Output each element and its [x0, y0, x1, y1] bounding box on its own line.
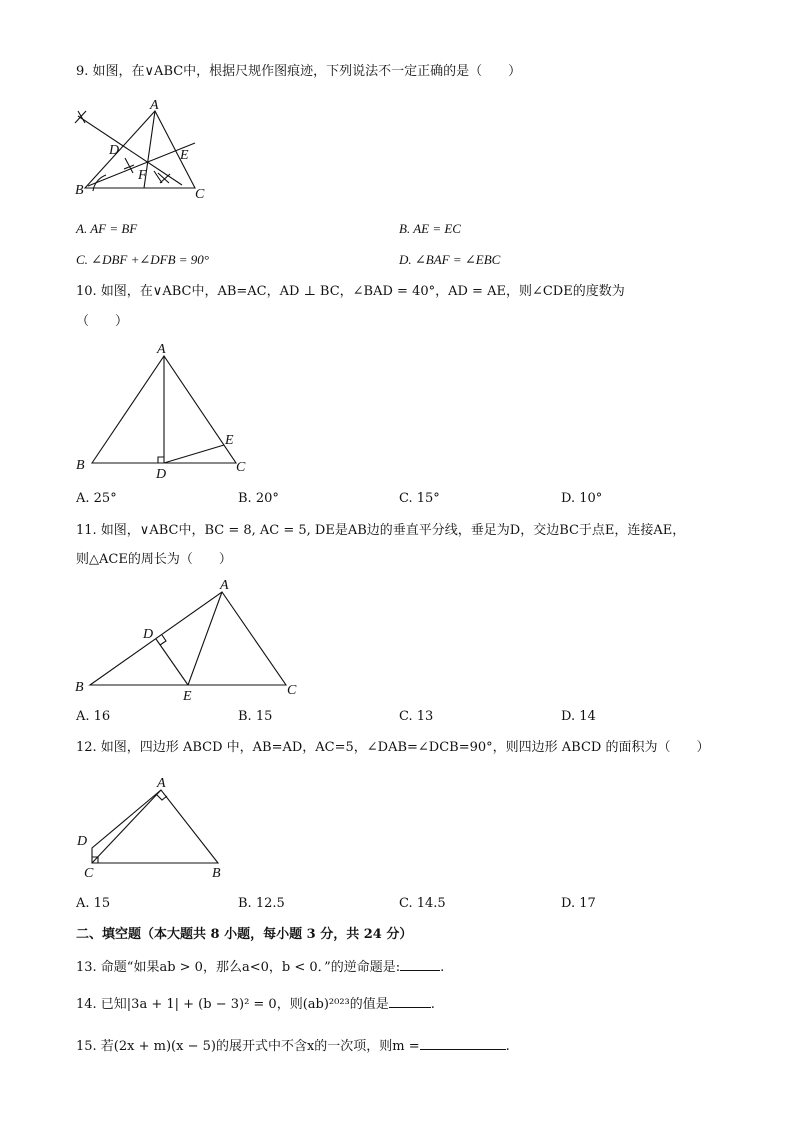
- q12-option-b: B. 12.5: [238, 896, 285, 911]
- q9-perpendicular-bisector: [78, 116, 182, 185]
- q15-answer-blank[interactable]: [420, 1037, 506, 1050]
- q13-end: .: [440, 960, 445, 975]
- q10-label-d: D: [156, 467, 167, 482]
- q10-option-c: C. 15°: [399, 491, 440, 506]
- q12-label-d: D: [77, 834, 88, 849]
- q11-option-d: D. 14: [561, 709, 596, 724]
- section-2-title: 二、填空题（本大题共 8 小题，每小题 3 分，共 24 分）: [76, 927, 413, 942]
- q10-label-e: E: [225, 433, 234, 448]
- q10-segment-de: [164, 445, 224, 463]
- q9-label-d: D: [109, 143, 120, 158]
- q11-label-c: C: [287, 683, 297, 698]
- q15-text: 15. 若(2x + m)(x − 5)的展开式中不含x的一次项，则m =: [76, 1039, 420, 1054]
- q14-answer-blank[interactable]: [389, 995, 431, 1008]
- q14-line: [76, 995, 435, 1013]
- q10-label-a: A: [157, 342, 166, 357]
- q9-label-a: A: [150, 98, 159, 113]
- q13-answer-blank[interactable]: [400, 958, 440, 971]
- q11-label-d: D: [143, 627, 154, 642]
- q10-label-c: C: [236, 460, 246, 475]
- q11-option-b: B. 15: [238, 709, 273, 724]
- q11-label-a: A: [220, 578, 229, 593]
- q12-label-b: B: [212, 866, 221, 881]
- q11-figure: [70, 573, 310, 708]
- q10-option-b: B. 20°: [238, 491, 279, 506]
- q10-option-d: D. 10°: [561, 491, 603, 506]
- q12-option-c: C. 14.5: [399, 896, 446, 911]
- q13-text: 13. 命题“如果ab > 0，那么a<0，b < 0．”的逆命题是:: [76, 960, 401, 975]
- q9-label-f: F: [138, 168, 147, 183]
- q9-label-e: E: [180, 148, 189, 163]
- q10-figure: [70, 338, 260, 483]
- q14-text: 14. 已知|3a + 1| + (b − 3)² = 0，则(ab)²⁰²³的值是: [76, 997, 389, 1012]
- q11-segment-ae: [188, 592, 222, 685]
- q14-end: .: [430, 997, 435, 1012]
- q12-stem: 12. 如图，四边形 ABCD 中，AB=AD，AC=5，∠DAB=∠DCB=90°，则四边形 ABCD 的面积为（ ）: [76, 740, 710, 755]
- q12-label-c: C: [84, 866, 94, 881]
- q9-figure: [70, 95, 240, 205]
- q11-label-e: E: [183, 689, 192, 704]
- q11-segment-de: [156, 639, 188, 685]
- q10-paren: （ ）: [76, 314, 129, 329]
- q11-option-c: C. 13: [399, 709, 434, 724]
- q11-triangle: [90, 592, 286, 685]
- q11-option-a: A. 16: [76, 709, 111, 724]
- q12-option-a: A. 15: [76, 896, 111, 911]
- q12-quadrilateral: [92, 790, 218, 863]
- q9-option-b: B. AE = EC: [399, 221, 461, 236]
- q9-option-c: C. ∠DBF +∠DFB = 90°: [76, 252, 209, 267]
- q9-option-d: D. ∠BAF = ∠EBC: [399, 252, 501, 267]
- q11-label-b: B: [75, 680, 84, 695]
- q10-stem: 10. 如图，在∨ABC中，AB=AC，AD ⊥ BC，∠BAD = 40°，AD = AE，则∠CDE的度数为: [76, 284, 625, 299]
- q9-label-b: B: [75, 183, 84, 198]
- q11-right-angle-mark: [160, 635, 166, 645]
- q12-diagonal-ac: [92, 790, 161, 863]
- q12-label-a: A: [157, 776, 166, 791]
- q9-label-c: C: [195, 187, 205, 202]
- q10-right-angle-mark: [158, 457, 164, 463]
- q11-stem-line2: 则△ACE的周长为（ ）: [76, 552, 232, 567]
- q13-line: [76, 958, 444, 976]
- q9-option-a: A. AF = BF: [76, 221, 138, 236]
- q9-stem: 9. 如图，在∨ABC中，根据尺规作图痕迹，下列说法不一定正确的是（ ）: [76, 64, 522, 79]
- q15-line: [76, 1037, 510, 1055]
- q12-figure: [70, 770, 235, 885]
- q10-option-a: A. 25°: [76, 491, 117, 506]
- q11-stem: 11. 如图，∨ABC中，BC = 8, AC = 5, DE是AB边的垂直平分线，垂足为D，交边BC于点E，连接AE，: [76, 523, 686, 538]
- q10-label-b: B: [76, 458, 85, 473]
- q12-option-d: D. 17: [561, 896, 596, 911]
- q15-end: .: [505, 1039, 510, 1054]
